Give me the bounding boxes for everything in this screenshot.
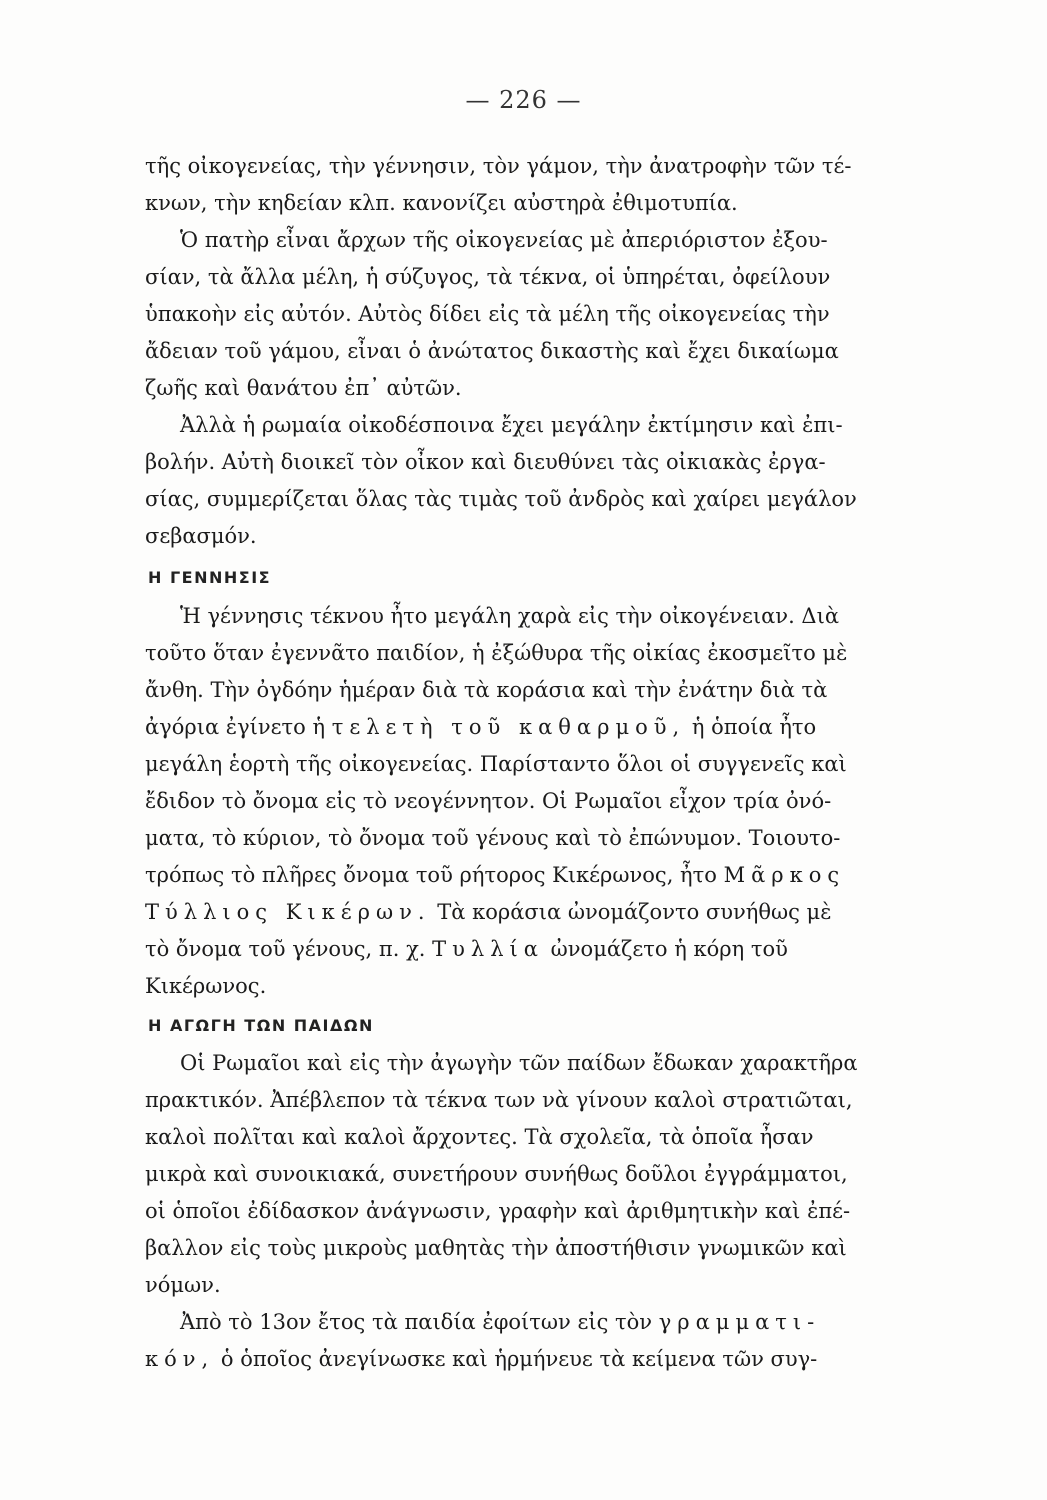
text-line: τῆς οἰκογενείας, τὴν γέννησιν, τὸν γάμον, τὴν ἀνατροφὴν τῶν τέ-	[145, 154, 852, 178]
text-line	[145, 931, 985, 968]
text-fragment: τὸ ὄνομα τοῦ γένους, π. χ.	[145, 937, 426, 961]
text-line: Οἱ Ρωμαῖοι καὶ εἰς τὴν ἀγωγὴν τῶν παίδων ἔδωκαν χαρακτῆρα	[180, 1051, 858, 1075]
spaced-emphasis: Τύλλιος Κικέρων.	[145, 900, 431, 924]
text-line: Ἀλλὰ ἡ ρωμαία οἰκοδέσποινα ἔχει μεγάλην ἐκτίμησιν καὶ ἐπι-	[180, 413, 843, 437]
page-number: — 226 —	[465, 86, 582, 114]
text-line: καλοὶ πολῖται καὶ καλοὶ ἄρχοντες. Τὰ σχολεῖα, τὰ ὁποῖα ἦσαν	[145, 1125, 814, 1149]
text-line: κνων, τὴν κηδείαν κλπ. κανονίζει αὐστηρὰ ἐθιμοτυπία.	[145, 191, 738, 215]
text-line: ἄδειαν τοῦ γάμου, εἶναι ὁ ἀνώτατος δικαστὴς καὶ ἔχει δικαίωμα	[145, 339, 839, 363]
paragraph-education	[145, 1045, 985, 1378]
paragraph-family-customs	[145, 148, 985, 555]
text-line: νόμων.	[145, 1273, 221, 1297]
text-line: ματα, τὸ κύριον, τὸ ὄνομα τοῦ γένους καὶ τὸ ἐπώνυμον. Τοιουτο-	[145, 826, 841, 850]
text-line: βολήν. Αὐτὴ διοικεῖ τὸν οἶκον καὶ διευθύνει τὰς οἰκιακὰς ἐργα-	[145, 450, 826, 474]
text-line: τοῦτο ὅταν ἐγεννᾶτο παιδίον, ἡ ἐξώθυρα τῆς οἰκίας ἐκοσμεῖτο μὲ	[145, 641, 848, 665]
text-fragment: ἀγόρια ἐγίνετο ἡ	[145, 715, 326, 739]
text-line: πρακτικόν. Ἀπέβλεπον τὰ τέκνα των νὰ γίνουν καλοὶ στρατιῶται,	[145, 1088, 853, 1112]
spaced-emphasis: Τυλλία	[432, 937, 544, 961]
text-line: ζωῆς καὶ θανάτου ἐπ᾽ αὐτῶν.	[145, 376, 462, 400]
section-heading-birth: Η ΓΕΝΝΗΣΙΣ	[148, 568, 272, 587]
text-fragment: ἡ ὁποία ἦτο	[691, 715, 817, 739]
text-fragment: Ἀπὸ τὸ 13ον ἔτος τὰ παιδία ἐφοίτων εἰς τὸν	[180, 1310, 653, 1334]
text-line: ἄνθη. Τὴν ὀγδόην ἡμέραν διὰ τὰ κοράσια καὶ τὴν ἐνάτην διὰ τὰ	[145, 678, 828, 702]
text-fragment: ὠνομάζετο ἡ κόρη τοῦ	[550, 937, 788, 961]
spaced-emphasis: γραμματι-	[658, 1310, 821, 1334]
text-line	[145, 1341, 985, 1378]
text-line	[145, 709, 985, 746]
text-line: μεγάλη ἑορτὴ τῆς οἰκογενείας. Παρίσταντο ὅλοι οἱ συγγενεῖς καὶ	[145, 752, 847, 776]
text-fragment: ὁ ὁποῖος ἀνεγίνωσκε καὶ ἡρμήνευε τὰ κείμενα τῶν συγ-	[220, 1347, 818, 1371]
text-line: Ὁ πατὴρ εἶναι ἄρχων τῆς οἰκογενείας μὲ ἀπεριόριστον ἐξου-	[180, 228, 828, 252]
spaced-emphasis: κόν,	[145, 1347, 215, 1371]
text-line: μικρὰ καὶ συνοικιακά, συνετήρουν συνήθως δοῦλοι ἐγγράμματοι,	[145, 1162, 848, 1186]
spaced-emphasis: τελετὴ τοῦ καθαρμοῦ,	[331, 715, 686, 739]
text-line	[145, 857, 985, 894]
text-line: οἱ ὁποῖοι ἐδίδασκον ἀνάγνωσιν, γραφὴν καὶ ἀριθμητικὴν καὶ ἐπέ-	[145, 1199, 851, 1223]
text-line: ἔδιδον τὸ ὄνομα εἰς τὸ νεογέννητον. Οἱ Ρωμαῖοι εἶχον τρία ὀνό-	[145, 789, 832, 813]
text-line: ὑπακοὴν εἰς αὐτόν. Αὐτὸς δίδει εἰς τὰ μέλη τῆς οἰκογενείας τὴν	[145, 302, 830, 326]
text-fragment: τρόπως τὸ πλῆρες ὄνομα τοῦ ρήτορος Κικέρωνος, ἦτο	[145, 863, 717, 887]
text-fragment: Τὰ κοράσια ὠνομάζοντο συνήθως μὲ	[437, 900, 832, 924]
text-line: σεβασμόν.	[145, 524, 257, 548]
spaced-emphasis: Μᾶρκος	[723, 863, 846, 887]
paragraph-birth	[145, 598, 985, 1005]
text-line	[145, 1304, 985, 1341]
section-heading-education: Η ΑΓΩΓΗ ΤΩΝ ΠΑΙΔΩΝ	[148, 1016, 374, 1035]
text-line: βαλλον εἰς τοὺς μικροὺς μαθητὰς τὴν ἀποστήθισιν γνωμικῶν καὶ	[145, 1236, 847, 1260]
text-line	[145, 894, 985, 931]
text-line: σίαν, τὰ ἄλλα μέλη, ἡ σύζυγος, τὰ τέκνα, οἱ ὑπηρέται, ὀφείλουν	[145, 265, 831, 289]
text-line: Ἡ γέννησις τέκνου ἦτο μεγάλη χαρὰ εἰς τὴν οἰκογένειαν. Διὰ	[180, 604, 840, 628]
text-line: Κικέρωνος.	[145, 974, 267, 998]
text-line: σίας, συμμερίζεται ὅλας τὰς τιμὰς τοῦ ἀνδρὸς καὶ χαίρει μεγάλον	[145, 487, 857, 511]
